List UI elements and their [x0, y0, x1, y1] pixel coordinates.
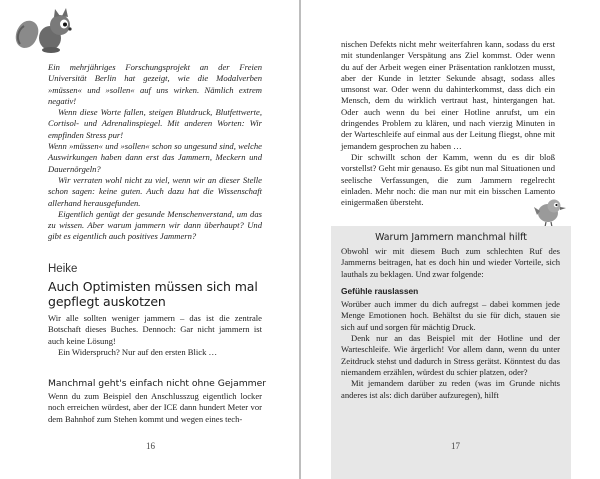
right-page	[301, 0, 600, 479]
chapter-title: Auch Optimisten müssen sich mal gepflegt auskotzen	[48, 279, 258, 309]
intro-italic-text	[48, 62, 262, 243]
section-subheading: Manchmal geht's einfach nicht ohne Gejammer	[48, 378, 267, 389]
info-box-subheading: Gefühle rauslassen	[341, 285, 419, 296]
page-number: 16	[146, 441, 155, 451]
body-paragraph: Ein Widerspruch? Nur auf den ersten Blick …	[58, 346, 218, 357]
info-box-paragraph: Denk nur an das Beispiel mit der Hotline und der Warteschleife. Wie ärgerlich! Vor allem dann, wenn du unter Zeitdruck stehst und dadurch in Stress gerätst. Könntest du das niemandem erzählen, würdest du schier platzen, oder?	[341, 333, 560, 377]
body-text	[341, 39, 555, 208]
info-box-text	[341, 246, 560, 450]
info-box-paragraph: Mit jemandem darüber zu reden (was im Grunde nichts anderes ist als: dich darüber aufzuregen), hilft	[341, 378, 560, 400]
intro-paragraph: Wenn »müssen« und »sollen« schon so ungesund sind, welche Auswirkungen haben dann erst das Jammern, Meckern und Dauernörgeln?	[48, 141, 262, 174]
bird-mascot-icon	[533, 196, 567, 228]
body-paragraph: nischen Defekts nicht mehr weiterfahren kann, sodass du erst mit stundenlanger Verspätung ans Ziel kommst. Oder wenn du auf der Arbeit wegen einer Präsentation ranklotzen musst, aber der Kunde in letzter Sekunde absagt, sodass alles umsonst war. Oder wenn du dahinterkommst, dass dich ein Mensch, dem du wirklich vertraut hast, hintergangen hat. Oder auch wenn du bei einer Hotline anrufst, um ein dringendes Problem zu klären, und nach vierzig Minuten in der Warteschleife auf einmal aus der Leitung fliegst, ohne mit jemandem gesprochen zu haben …	[341, 39, 555, 151]
body-text	[48, 313, 262, 358]
section-text: Wenn du zum Beispiel den Anschlusszug eigentlich locker noch erreichen würdest, aber der ICE dann hundert Meter vor dem Bahnhof zum Stehen kommt und wegen eines tech-	[48, 391, 262, 424]
info-box-paragraph: Worüber auch immer du dich aufregst – dabei kommen jede Menge Emotionen hoch. Behältst du sie für dich, stauen sie sich auf und sorgen für mächtig Druck.	[341, 299, 560, 332]
intro-paragraph: Wir verraten wohl nicht zu viel, wenn wir an dieser Stelle schon sagen: keine guten. Auch dazu hat die Wissenschaft allerhand herausgefunden.	[48, 174, 262, 208]
info-box-title: Warum Jammern manchmal hilft	[375, 232, 527, 243]
body-paragraph: Wir alle sollten weniger jammern – das ist die zentrale Botschaft dieses Buches. Dennoch: Gar nicht jammern ist auch keine Lösung!	[48, 313, 262, 346]
squirrel-mascot-icon	[10, 8, 80, 54]
body-paragraph: Dir schwillt schon der Kamm, wenn du es dir bloß vorstellst? Geht mir genauso. Es gibt nun mal Situationen und seelische Verfassungen, die zum Jammern regelrecht einladen. Mehr noch: die man nur mit ein bisschen Lamento einigermaßen übersteht.	[341, 151, 555, 208]
left-page	[0, 0, 299, 479]
info-box-intro: Obwohl wir mit diesem Buch zum schlechten Ruf des Jammerns beitragen, hat es doch hin und wieder Vorteile, sich lauthals zu beklagen. Und zwar folgende:	[341, 246, 560, 279]
intro-paragraph: Eigentlich genügt der gesunde Menschenverstand, um das zu wissen. Aber warum jammern wir dann überhaupt? Und gibt es eigentlich auch positives Jammern?	[48, 208, 262, 242]
page-number: 17	[451, 441, 460, 451]
info-box	[331, 226, 571, 479]
intro-paragraph: Ein mehrjähriges Forschungsprojekt an der Freien Universität Berlin hat gezeigt, wie die Modalverben »müssen« und »sollen« auf uns wirken. Nämlich extrem negativ!	[48, 62, 262, 106]
intro-paragraph: Wenn diese Worte fallen, steigen Blutdruck, Blutfettwerte, Cortisol- und Adrenalinspiegel. Mit anderen Worten: Wir empfinden Stress pur!	[48, 107, 262, 140]
author-name: Heike	[48, 263, 78, 275]
